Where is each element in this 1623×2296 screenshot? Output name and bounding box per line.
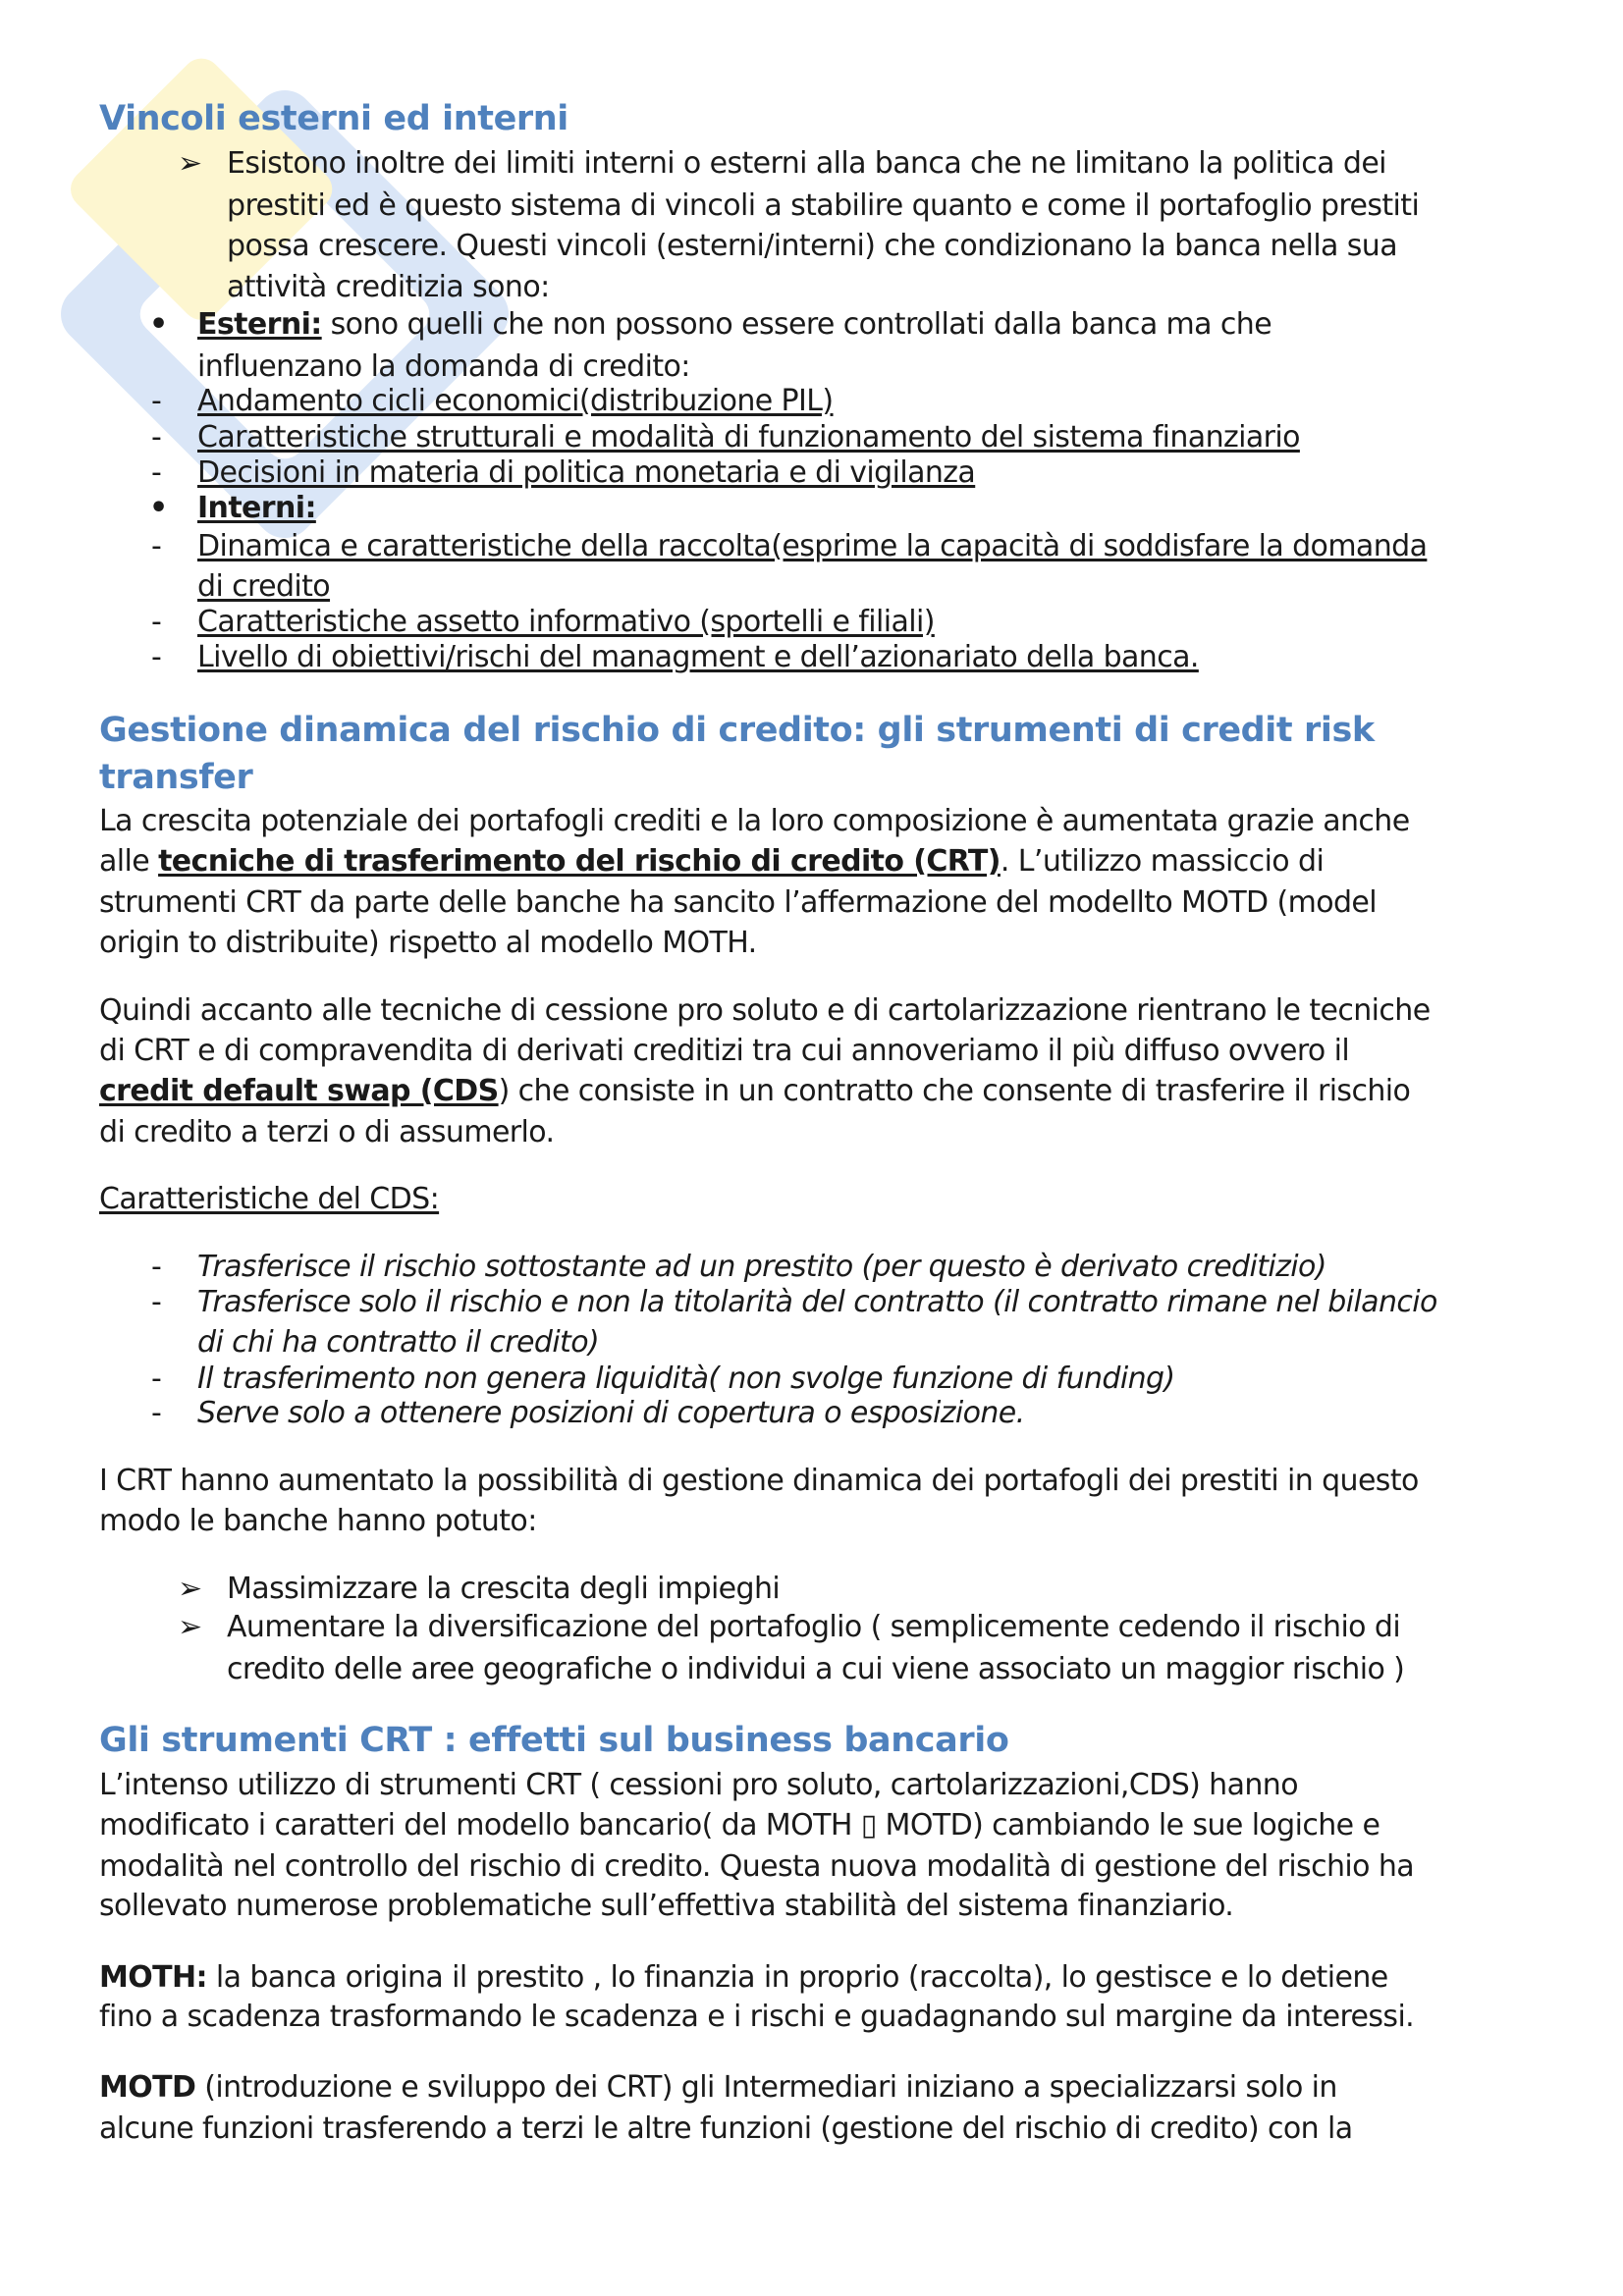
motd-label: MOTD xyxy=(99,2070,196,2105)
esterni-text: sono quelli che non possono essere controllati dalla banca ma che xyxy=(321,307,1272,342)
text-line: possa crescere. Questi vincoli (esterni/interni) che condizionano la banca nella sua xyxy=(227,229,1398,263)
text-line: influenzano la domanda di credito: xyxy=(197,349,690,384)
dash-marker: - xyxy=(151,640,162,674)
text-line: I CRT hanno aumentato la possibilità di gestione dinamica dei portafogli dei prestiti in questo xyxy=(99,1464,1419,1498)
list-item: Andamento cicli economici(distribuzione PIL) xyxy=(197,384,834,418)
dash-marker: - xyxy=(151,384,162,418)
text-line: di credito a terzi o di assumerlo. xyxy=(99,1115,555,1149)
text-line: Esistono inoltre dei limiti interni o esterni alla banca che ne limitano la politica dei xyxy=(227,146,1386,181)
list-item: Trasferisce il rischio sottostante ad un prestito (per questo è derivato creditizio) xyxy=(197,1250,1326,1284)
arrow-bullet-icon: ➢ xyxy=(178,146,203,181)
section-heading: Gestione dinamica del rischio di credito: gli strumenti di credit risk xyxy=(99,711,1375,750)
dash-marker: - xyxy=(151,529,162,563)
text-span: . L’utilizzo massiccio di xyxy=(1000,844,1325,879)
text-line: La crescita potenziale dei portafogli crediti e la loro composizione è aumentata grazie anche xyxy=(99,804,1410,838)
text-line: modificato i caratteri del modello bancario( da MOTH ▯ MOTD) cambiando le sue logiche e xyxy=(99,1808,1380,1842)
dash-marker: - xyxy=(151,455,162,490)
interni-label: Interni: xyxy=(197,491,316,525)
list-item: Massimizzare la crescita degli impieghi xyxy=(227,1572,781,1606)
bullet-icon: • xyxy=(149,491,169,525)
text-line: di CRT e di compravendita di derivati creditizi tra cui annoveriamo il più diffuso ovvero il xyxy=(99,1034,1350,1068)
section-heading: transfer xyxy=(99,758,253,797)
list-item: Livello di obiettivi/rischi del managment e dell’azionariato della banca. xyxy=(197,640,1199,674)
text-line: alcune funzioni trasferendo a terzi le altre funzioni (gestione del rischio di credito) con la xyxy=(99,2111,1353,2146)
text-span: alle xyxy=(99,844,159,879)
text-span: (introduzione e sviluppo dei CRT) gli Intermediari iniziano a specializzarsi solo in xyxy=(195,2070,1337,2105)
bullet-icon: • xyxy=(149,307,169,342)
text-line: strumenti CRT da parte delle banche ha sancito l’affermazione del modellto MOTD (model xyxy=(99,885,1378,920)
text-line: Quindi accanto alle tecniche di cessione pro soluto e di cartolarizzazione rientrano le tecniche xyxy=(99,993,1431,1028)
crt-term: tecniche di trasferimento del rischio di credito (CRT) xyxy=(158,844,1001,879)
moth-label: MOTH: xyxy=(99,1960,207,1995)
dash-marker: - xyxy=(151,1285,162,1319)
text-line xyxy=(99,844,1324,880)
dash-marker: - xyxy=(151,605,162,639)
arrow-bullet-icon: ➢ xyxy=(178,1572,203,1606)
list-item: Caratteristiche strutturali e modalità di funzionamento del sistema finanziario xyxy=(197,420,1300,454)
section-heading: Gli strumenti CRT : effetti sul business bancario xyxy=(99,1721,1009,1760)
list-item: Aumentare la diversificazione del portafoglio ( semplicemente cedendo il rischio di xyxy=(227,1610,1401,1644)
text-line: modo le banche hanno potuto: xyxy=(99,1504,537,1538)
arrow-bullet-icon: ➢ xyxy=(178,1610,203,1644)
text-span: ) che consiste in un contratto che consente di trasferire il rischio xyxy=(498,1074,1411,1108)
text-span: la banca origina il prestito , lo finanzia in proprio (raccolta), lo gestisce e lo detiene xyxy=(206,1960,1388,1995)
text-line: prestiti ed è questo sistema di vincoli a stabilire quanto e come il portafoglio prestiti xyxy=(227,188,1420,223)
text-line xyxy=(99,2070,1337,2106)
list-item: di chi ha contratto il credito) xyxy=(197,1325,600,1360)
text-line: modalità nel controllo del rischio di credito. Questa nuova modalità di gestione del rischio ha xyxy=(99,1849,1415,1884)
list-item: Dinamica e caratteristiche della raccolta(esprime la capacità di soddisfare la domanda xyxy=(197,529,1428,563)
list-item: Serve solo a ottenere posizioni di copertura o esposizione. xyxy=(197,1396,1025,1430)
text-line: sollevato numerose problematiche sull’effettiva stabilità del sistema finanziario. xyxy=(99,1889,1234,1923)
text-line: L’intenso utilizzo di strumenti CRT ( cessioni pro soluto, cartolarizzazioni,CDS) hanno xyxy=(99,1768,1298,1802)
list-item: Decisioni in materia di politica monetaria e di vigilanza xyxy=(197,455,976,490)
text-line xyxy=(99,1074,1410,1109)
text-line xyxy=(99,1960,1388,1996)
text-line: origin to distribuite) rispetto al modello MOTH. xyxy=(99,926,757,960)
text-line: fino a scadenza trasformando le scadenza e i rischi e guadagnando sul margine da interessi. xyxy=(99,2000,1415,2034)
list-item: di credito xyxy=(197,569,331,604)
text-line xyxy=(197,307,1271,343)
dash-marker: - xyxy=(151,1250,162,1284)
list-item: Il trasferimento non genera liquidità( non svolge funzione di funding) xyxy=(197,1362,1175,1396)
list-item: Caratteristiche assetto informativo (sportelli e filiali) xyxy=(197,605,935,639)
cds-heading: Caratteristiche del CDS: xyxy=(99,1182,440,1216)
cds-term: credit default swap (CDS xyxy=(99,1074,499,1108)
esterni-label: Esterni: xyxy=(197,307,322,342)
list-item: Trasferisce solo il rischio e non la titolarità del contratto (il contratto rimane nel bilancio xyxy=(197,1285,1437,1319)
list-item: credito delle aree geografiche o individui a cui viene associato un maggior rischio ) xyxy=(227,1652,1405,1686)
dash-marker: - xyxy=(151,1362,162,1396)
text-line: attività creditizia sono: xyxy=(227,270,550,304)
dash-marker: - xyxy=(151,1396,162,1430)
section-heading: Vincoli esterni ed interni xyxy=(99,99,568,138)
dash-marker: - xyxy=(151,420,162,454)
